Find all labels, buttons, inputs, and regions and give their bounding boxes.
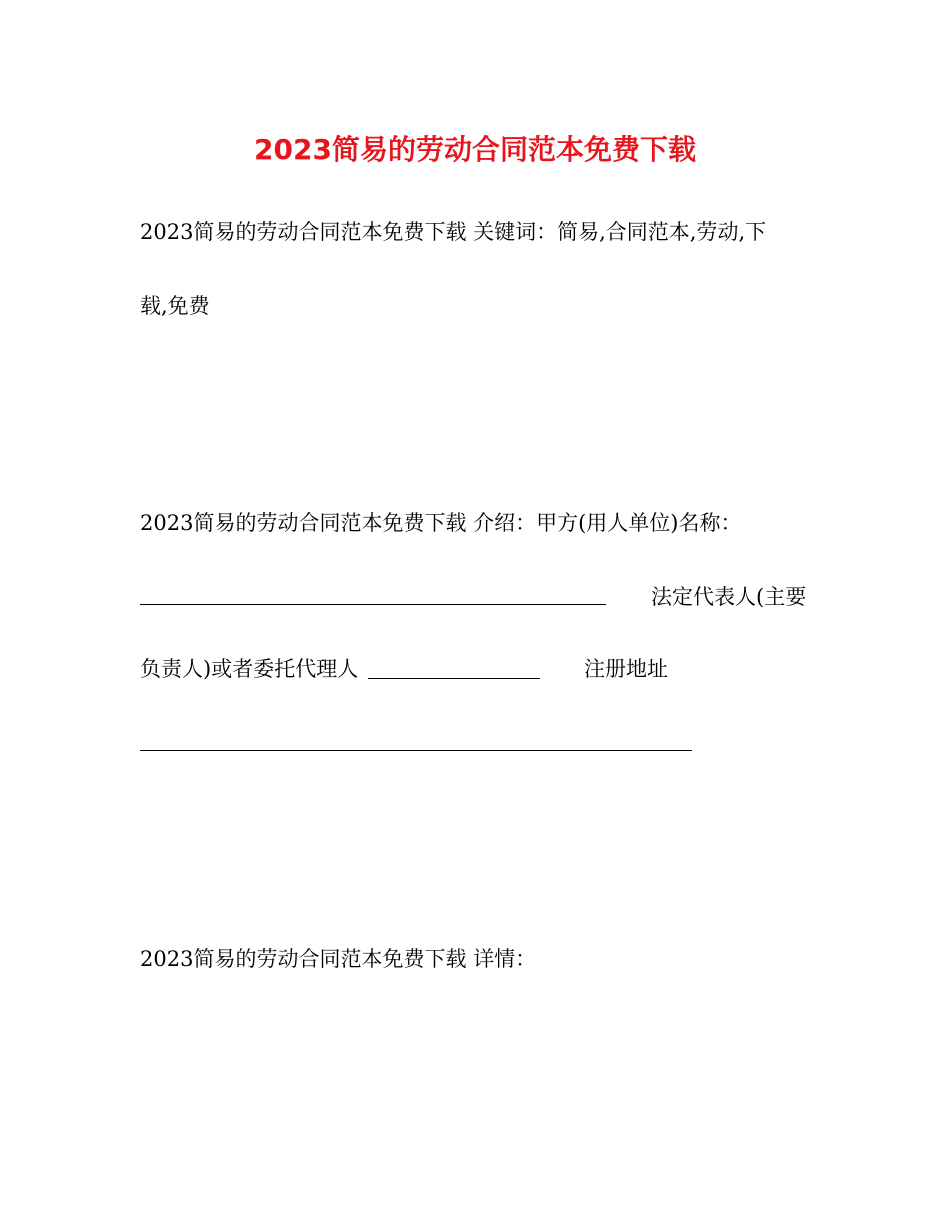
registered-address-label: 注册地址 (584, 657, 668, 681)
document-title: 2023简易的劳动合同范本免费下载 (254, 133, 696, 166)
intro-line-1: 2023简易的劳动合同范本免费下载 介绍：甲方(用人单位)名称： (140, 511, 742, 535)
agent-label: 负责人)或者委托代理人 (140, 657, 359, 681)
registered-address-blank (140, 750, 692, 751)
employer-name-blank (140, 604, 606, 605)
legal-representative-label: 法定代表人(主要 (651, 585, 807, 609)
keywords-line-1: 2023简易的劳动合同范本免费下载 关键词：简易,合同范本,劳动,下 (140, 220, 767, 244)
keywords-line-2: 载,免费 (140, 294, 210, 318)
details-label: 2023简易的劳动合同范本免费下载 详情： (140, 947, 537, 971)
agent-name-blank (368, 678, 540, 679)
